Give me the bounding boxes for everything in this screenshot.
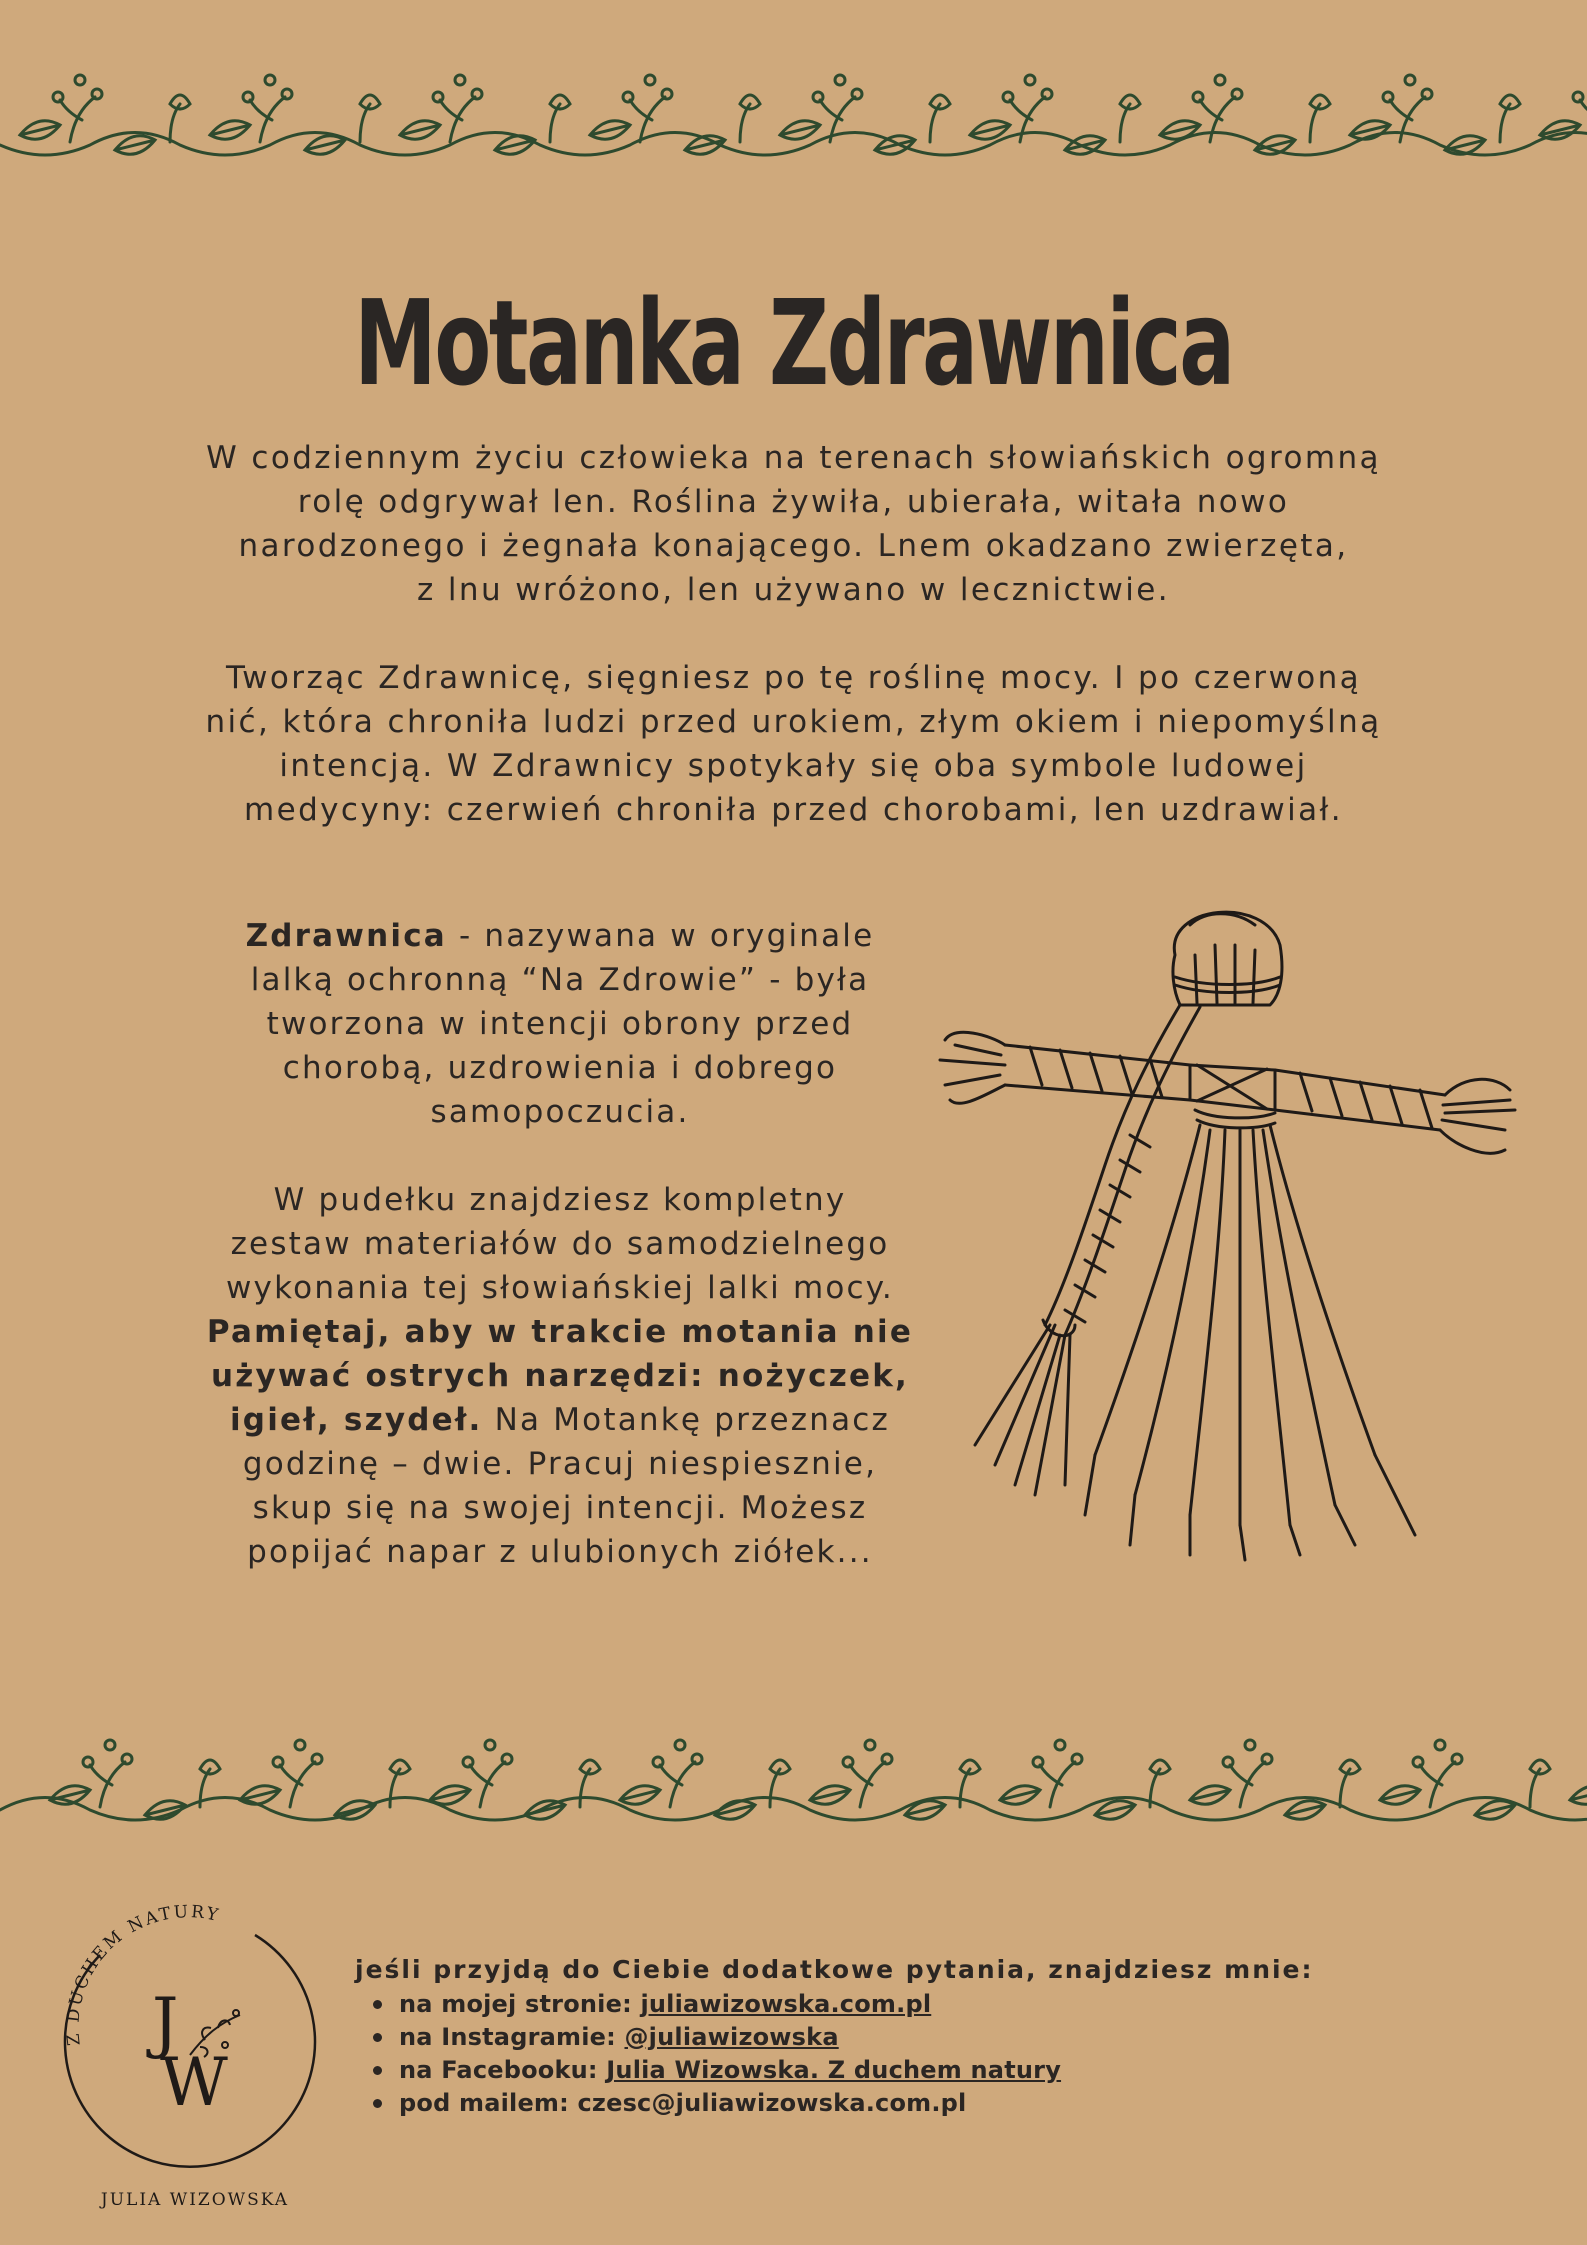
term-zdrawnica: Zdrawnica: [245, 918, 447, 954]
vine-berry: [282, 89, 292, 99]
contact-item-instagram: [399, 2021, 1314, 2054]
intro-paragraph-flax: [160, 436, 1427, 612]
vine-berry: [882, 1754, 892, 1764]
vine-leaf: [240, 1786, 280, 1804]
contact-item-facebook: [399, 2054, 1314, 2087]
vine-leaf: [1475, 1801, 1515, 1819]
vine-stem: [0, 1798, 1587, 1821]
box-line: zestaw materiałów do samodzielnego: [230, 1226, 890, 1262]
definition-line: tworzona w intencji obrony przed: [266, 1006, 854, 1042]
vine-berry: [1232, 89, 1242, 99]
vine-leaf: [970, 121, 1010, 139]
definition-line: lalką ochronną “Na Zdrowie” - była: [250, 962, 870, 998]
facebook-link[interactable]: Julia Wizowska. Z duchem natury: [606, 2056, 1062, 2084]
vine-berry: [662, 89, 672, 99]
vine-stalk: [250, 97, 285, 142]
vine-berry: [692, 1754, 702, 1764]
intro-line: Tworząc Zdrawnicę, sięgniesz po tę roślinę mocy. I po czerwoną: [225, 660, 1362, 696]
motanka-doll-illustration: [935, 895, 1525, 1575]
contact-heading: jeśli przyjdą do Ciebie dodatkowe pytania, znajdziesz mnie:: [355, 1955, 1314, 1984]
vine-flower: [1530, 1760, 1550, 1807]
logo-name: JULIA WIZOWSKA: [100, 2190, 290, 2210]
vine-berry: [1452, 1754, 1462, 1764]
vine-berry: [243, 92, 253, 102]
vine-leaf: [335, 1801, 375, 1819]
vine-stalk: [1230, 1762, 1265, 1807]
vine-berry: [852, 89, 862, 99]
intro-line: rolę odgrywał len. Roślina żywiła, ubierała, witała nowo: [297, 484, 1290, 520]
instagram-link[interactable]: @juliawizowska: [624, 2023, 839, 2051]
vine-berry: [295, 1740, 305, 1750]
vine-berry: [1573, 92, 1583, 102]
vine-leaf: [620, 1786, 660, 1804]
intro-paragraph-red-thread: [160, 656, 1427, 832]
vine-flower: [1150, 1760, 1170, 1807]
advice-line: popijać napar z ulubionych ziółek...: [247, 1534, 873, 1570]
vine-berry: [1215, 75, 1225, 85]
vine-berry: [1055, 1740, 1065, 1750]
vine-berry: [485, 1740, 495, 1750]
vine-flower: [360, 95, 380, 142]
vine-leaf: [590, 121, 630, 139]
vine-berry: [122, 1754, 132, 1764]
vine-leaf: [525, 1801, 565, 1819]
logo-arc-text: [63, 1902, 222, 2047]
vine-berry: [265, 75, 275, 85]
box-contents-paragraph: [190, 1178, 930, 1574]
vine-leaf: [1000, 1786, 1040, 1804]
vine-berry: [1223, 1757, 1233, 1767]
vine-leaf: [430, 1786, 470, 1804]
vine-flower: [1500, 95, 1520, 142]
vine-leaf: [1445, 136, 1485, 154]
vine-flower: [1120, 95, 1140, 142]
vine-flower: [580, 1760, 600, 1807]
vine-leaf: [400, 121, 440, 139]
intro-line: nić, która chroniła ludzi przed urokiem, złym okiem i niepomyślną: [205, 704, 1382, 740]
zdrawnica-definition: [230, 914, 890, 1134]
vine-berry: [463, 1757, 473, 1767]
warning-line: igieł, szydeł.: [229, 1402, 483, 1438]
vine-berry: [623, 92, 633, 102]
vine-leaf: [1190, 1786, 1230, 1804]
vine-leaf: [210, 121, 250, 139]
vine-flower: [390, 1760, 410, 1807]
vine-leaf: [780, 121, 820, 139]
vine-flower: [1310, 95, 1330, 142]
website-link[interactable]: juliawizowska.com.pl: [640, 1990, 932, 2018]
advice-line: Na Motankę przeznacz: [482, 1402, 891, 1438]
vine-berry: [312, 1754, 322, 1764]
intro-line: medycyny: czerwień chroniła przed chorobami, len uzdrawiał.: [244, 792, 1343, 828]
vine-berry: [1245, 1740, 1255, 1750]
intro-line: z lnu wróżono, len używano w lecznictwie.: [416, 572, 1171, 608]
vine-berry: [273, 1757, 283, 1767]
vine-stalk: [90, 1762, 125, 1807]
vine-berry: [813, 92, 823, 102]
vine-leaf: [495, 136, 535, 154]
vine-berry: [1383, 92, 1393, 102]
vine-berry: [865, 1740, 875, 1750]
vine-berry: [843, 1757, 853, 1767]
vine-berry: [92, 89, 102, 99]
logo-monogram-w: W: [160, 2044, 228, 2121]
vine-berry: [53, 92, 63, 102]
vine-leaf: [1540, 121, 1580, 139]
julia-wizowska-logo: [40, 1895, 340, 2215]
vine-berry: [1413, 1757, 1423, 1767]
contact-item-email: [399, 2087, 1314, 2120]
vine-berry: [1405, 75, 1415, 85]
vine-stalk: [850, 1762, 885, 1807]
page-title: Motanka Zdrawnica: [354, 274, 1233, 413]
contact-item-website: [399, 1988, 1314, 2021]
vine-berry: [1003, 92, 1013, 102]
vine-stalk: [60, 97, 95, 142]
vine-leaf: [305, 136, 345, 154]
vine-berry: [433, 92, 443, 102]
vine-berry: [502, 1754, 512, 1764]
box-line: wykonania tej słowiańskiej lalki mocy.: [226, 1270, 894, 1306]
vine-berry: [1033, 1757, 1043, 1767]
vine-berry: [105, 1740, 115, 1750]
vine-berry: [1193, 92, 1203, 102]
logo-arc-textpath: Z DUCHEM NATURY: [63, 1901, 223, 2047]
contact-list: [355, 1988, 1314, 2120]
definition-line: chorobą, uzdrowienia i dobrego: [282, 1050, 838, 1086]
vine-leaf: [1095, 1801, 1135, 1819]
vine-leaf: [875, 136, 915, 154]
vine-stalk: [280, 1762, 315, 1807]
vine-leaf: [1285, 1801, 1325, 1819]
vine-flower: [170, 95, 190, 142]
vine-berry: [835, 75, 845, 85]
vine-flower: [550, 95, 570, 142]
vine-berry: [1025, 75, 1035, 85]
vine-leaf: [1570, 1786, 1587, 1804]
vine-flower: [1340, 1760, 1360, 1807]
definition-line: samopoczucia.: [430, 1094, 690, 1130]
warning-line: używać ostrych narzędzi: nożyczek,: [211, 1358, 909, 1394]
vine-leaf: [115, 136, 155, 154]
vine-berry: [653, 1757, 663, 1767]
contact-label: na mojej stronie:: [399, 1990, 641, 2018]
floral-vine-border-top: [0, 50, 1587, 180]
vine-stalk: [1580, 97, 1587, 142]
vine-berry: [1435, 1740, 1445, 1750]
vine-stalk: [1420, 1762, 1455, 1807]
box-line: W pudełku znajdziesz kompletny: [273, 1182, 847, 1218]
vine-berry: [472, 89, 482, 99]
vine-stalk: [470, 1762, 505, 1807]
vine-flower: [740, 95, 760, 142]
vine-berry: [455, 75, 465, 85]
vine-berry: [1072, 1754, 1082, 1764]
vine-berry: [83, 1757, 93, 1767]
contact-section: [355, 1953, 1314, 2120]
vine-leaf: [1380, 1786, 1420, 1804]
contact-label: na Facebooku:: [399, 2056, 607, 2084]
vine-leaf: [810, 1786, 850, 1804]
contact-label: na Instagramie:: [399, 2023, 625, 2051]
intro-line: intencją. W Zdrawnicy spotykały się oba symbole ludowej: [279, 748, 1308, 784]
advice-line: godzinę – dwie. Pracuj niespiesznie,: [242, 1446, 878, 1482]
intro-line: narodzonego i żegnała konającego. Lnem okadzano zwierzęta,: [238, 528, 1349, 564]
warning-line: Pamiętaj, aby w trakcie motania nie: [206, 1314, 914, 1350]
vine-stalk: [1040, 1762, 1075, 1807]
vine-berry: [1042, 89, 1052, 99]
floral-vine-border-bottom: [0, 1715, 1587, 1845]
vine-leaf: [20, 121, 60, 139]
email-address: czesc@juliawizowska.com.pl: [577, 2089, 967, 2117]
vine-flower: [930, 95, 950, 142]
logo-monogram-j: J: [152, 1984, 179, 2061]
vine-berry: [675, 1740, 685, 1750]
vine-berry: [1422, 89, 1432, 99]
vine-berry: [75, 75, 85, 85]
vine-stalk: [660, 1762, 695, 1807]
definition-line: - nazywana w oryginale: [446, 918, 875, 954]
intro-line: W codziennym życiu człowieka na terenach słowiańskich ogromną: [206, 440, 1381, 476]
vine-berry: [645, 75, 655, 85]
vine-berry: [1262, 1754, 1272, 1764]
advice-line: skup się na swojej intencji. Możesz: [252, 1490, 868, 1526]
contact-label: pod mailem:: [399, 2089, 578, 2117]
